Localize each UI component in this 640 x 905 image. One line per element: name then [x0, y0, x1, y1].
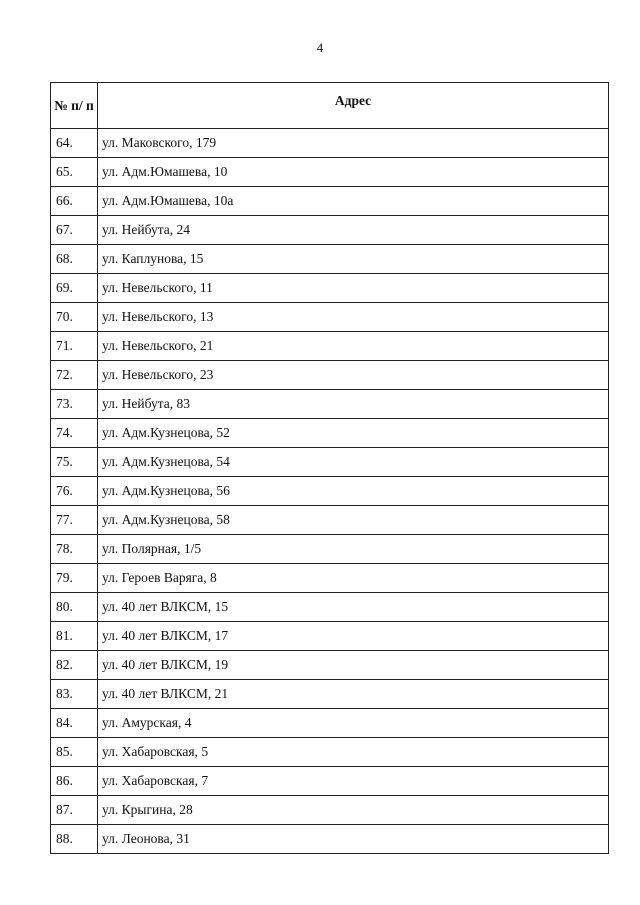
table-row: [51, 506, 609, 535]
table-row: [51, 680, 609, 709]
row-address: ул. Героев Варяга, 8: [98, 564, 609, 593]
row-address: ул. Маковского, 179: [98, 129, 609, 158]
table-row: [51, 158, 609, 187]
address-table: [50, 82, 609, 854]
row-address: ул. Адм.Кузнецова, 56: [98, 477, 609, 506]
row-number: 67.: [51, 216, 98, 245]
row-number: 73.: [51, 390, 98, 419]
row-address: ул. Хабаровская, 7: [98, 767, 609, 796]
row-address: ул. Хабаровская, 5: [98, 738, 609, 767]
table-row: [51, 274, 609, 303]
page-number: 4: [316, 40, 324, 55]
row-number: 65.: [51, 158, 98, 187]
row-number: 78.: [51, 535, 98, 564]
table-header-row: [51, 83, 609, 129]
row-address: ул. 40 лет ВЛКСМ, 17: [98, 622, 609, 651]
table-row: [51, 187, 609, 216]
table-row: [51, 564, 609, 593]
row-number: 71.: [51, 332, 98, 361]
table-row: [51, 303, 609, 332]
table-row: [51, 448, 609, 477]
row-number: 87.: [51, 796, 98, 825]
table-row: [51, 216, 609, 245]
table-row: [51, 796, 609, 825]
table-row: [51, 738, 609, 767]
table-row: [51, 825, 609, 854]
row-address: ул. Нейбута, 83: [98, 390, 609, 419]
row-number: 80.: [51, 593, 98, 622]
row-address: ул. 40 лет ВЛКСМ, 21: [98, 680, 609, 709]
table-row: [51, 767, 609, 796]
header-address: Адрес: [98, 83, 609, 129]
row-number: 84.: [51, 709, 98, 738]
table-row: [51, 361, 609, 390]
table-row: [51, 535, 609, 564]
row-address: ул. Нейбута, 24: [98, 216, 609, 245]
row-number: 86.: [51, 767, 98, 796]
table-row: [51, 622, 609, 651]
row-number: 76.: [51, 477, 98, 506]
row-number: 88.: [51, 825, 98, 854]
table-row: [51, 390, 609, 419]
row-address: ул. Амурская, 4: [98, 709, 609, 738]
row-address: ул. Леонова, 31: [98, 825, 609, 854]
table-row: [51, 245, 609, 274]
row-address: ул. Адм.Юмашева, 10а: [98, 187, 609, 216]
table-body: [51, 129, 609, 854]
row-address: ул. 40 лет ВЛКСМ, 15: [98, 593, 609, 622]
row-number: 75.: [51, 448, 98, 477]
row-address: ул. 40 лет ВЛКСМ, 19: [98, 651, 609, 680]
row-number: 83.: [51, 680, 98, 709]
row-address: ул. Адм.Юмашева, 10: [98, 158, 609, 187]
row-number: 69.: [51, 274, 98, 303]
row-number: 81.: [51, 622, 98, 651]
row-address: ул. Невельского, 23: [98, 361, 609, 390]
row-address: ул. Каплунова, 15: [98, 245, 609, 274]
table-row: [51, 651, 609, 680]
table-row: [51, 419, 609, 448]
row-number: 82.: [51, 651, 98, 680]
header-number: № п/ п: [51, 83, 98, 129]
row-number: 66.: [51, 187, 98, 216]
table-row: [51, 332, 609, 361]
row-number: 85.: [51, 738, 98, 767]
row-number: 68.: [51, 245, 98, 274]
row-number: 64.: [51, 129, 98, 158]
row-address: ул. Невельского, 13: [98, 303, 609, 332]
row-number: 74.: [51, 419, 98, 448]
row-number: 70.: [51, 303, 98, 332]
table-row: [51, 129, 609, 158]
row-address: ул. Адм.Кузнецова, 52: [98, 419, 609, 448]
row-address: ул. Невельского, 21: [98, 332, 609, 361]
row-number: 77.: [51, 506, 98, 535]
row-address: ул. Адм.Кузнецова, 54: [98, 448, 609, 477]
row-address: ул. Адм.Кузнецова, 58: [98, 506, 609, 535]
row-number: 72.: [51, 361, 98, 390]
table-row: [51, 593, 609, 622]
row-address: ул. Невельского, 11: [98, 274, 609, 303]
row-address: ул. Крыгина, 28: [98, 796, 609, 825]
table-row: [51, 709, 609, 738]
table-row: [51, 477, 609, 506]
row-address: ул. Полярная, 1/5: [98, 535, 609, 564]
row-number: 79.: [51, 564, 98, 593]
